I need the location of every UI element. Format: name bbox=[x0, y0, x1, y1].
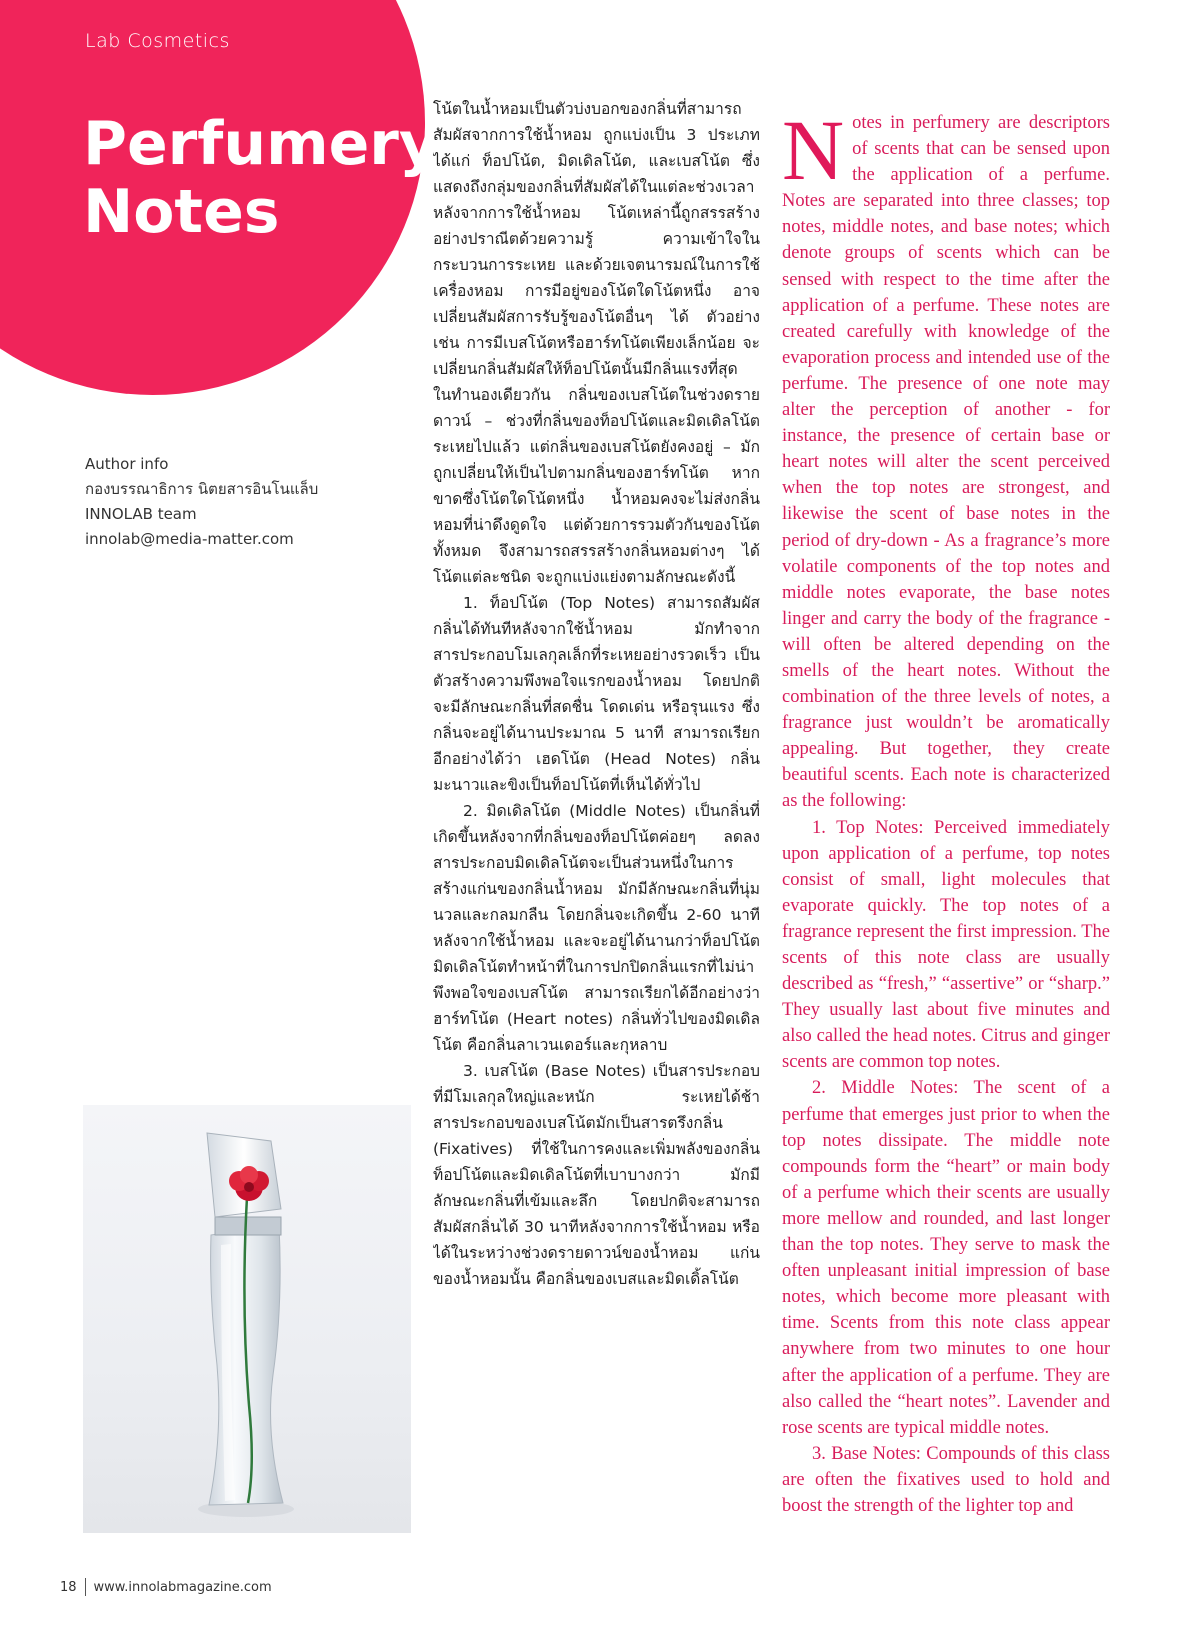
author-info bbox=[85, 452, 318, 552]
perfume-bottle-illustration bbox=[83, 1105, 411, 1533]
english-base-notes-paragraph: 3. Base Notes: Compounds of this class are often the fixatives used to hold and boost the strength of the lighter top and bbox=[782, 1443, 1110, 1516]
footer-url[interactable]: www.innolabmagazine.com bbox=[93, 1579, 272, 1595]
thai-middle-notes-paragraph: 2. มิดเดิลโน้ต (Middle Notes) เป็นกลิ่นที่เกิดขึ้นหลังจากที่กลิ่นของท็อปโน้ตค่อยๆ ลดลง สารประกอบมิดเดิลโน้ตจะเป็นส่วนหนึ่งในการสร้างแก่นของกลิ่นน้ำหอม มักมีลักษณะกลิ่นที่นุ่มนวลและกลมกลืน โดยกลิ่นจะเกิดขึ้น 2-60 นาทีหลังจากใช้น้ำหอม และจะอยู่ได้นานกว่าท็อปโน้ต มิดเดิลโน้ตทำหน้าที่ในการปกปิดกลิ่นแรกที่ไม่น่าพึงพอใจของเบสโน้ต สามารถเรียกได้อีกอย่างว่า ฮาร์ทโน้ต (Heart notes) กลิ่นทั่วไปของมิดเดิลโน้ต คือกลิ่นลาเวนเดอร์และกุหลาบ bbox=[433, 802, 760, 1054]
english-text-column bbox=[782, 110, 1110, 1520]
title-line-1: Perfumery bbox=[83, 109, 438, 179]
article-title bbox=[83, 110, 438, 246]
english-top-notes-paragraph: 1. Top Notes: Perceived immediately upon application of a perfume, top notes consist of small, light molecules that evaporate quickly. The top notes of a fragrance represent the first impression. The scents of this note class are usually described as “fresh,” “assertive” or “sharp.” They usually last about five minutes and also called the head notes. Citrus and ginger scents are common top notes. bbox=[782, 817, 1110, 1073]
section-label: Lab Cosmetics bbox=[85, 30, 230, 52]
author-line-team: INNOLAB team bbox=[85, 505, 197, 523]
thai-text-column bbox=[433, 96, 760, 1536]
author-line-editorial: กองบรรณาธิการ นิตยสารอินโนแล็บ bbox=[85, 480, 319, 498]
perfume-bottle-photo bbox=[83, 1105, 411, 1533]
thai-intro-paragraph: โน้ตในน้ำหอมเป็นตัวบ่งบอกของกลิ่นที่สามารถสัมผัสจากการใช้น้ำหอม ถูกแบ่งเป็น 3 ประเภท ได้แก่ ท็อปโน้ต, มิดเดิลโน้ต, และเบสโน้ต ซึ่งแสดงถึงกลุ่มของกลิ่นที่สัมผัสได้ในแต่ละช่วงเวลาหลังจากการใช้น้ำหอม โน้ตเหล่านี้ถูกสรรสร้างอย่างปราณีตด้วยความรู้ ความเข้าใจในกระบวนการระเหย และด้วยเจตนารมณ์ในการใช้เครื่องหอม การมีอยู่ของโน้ตใดโน้ตหนึ่ง อาจเปลี่ยนสัมผัสการรับรู้ของโน้ตอื่นๆ ได้ ตัวอย่างเช่น การมีเบสโน้ตหรือฮาร์ทโน้ตเพียงเล็กน้อย จะเปลี่ยนกลิ่นสัมผัสให้ท็อปโน้ตนั้นมีกลิ่นแรงที่สุด ในทำนองเดียวกัน กลิ่นของเบสโน้ตในช่วงดรายดาวน์ – ช่วงที่กลิ่นของท็อปโน้ตและมิดเดิลโน้ตระเหยไปแล้ว แต่กลิ่นของเบสโน้ตยังคงอยู่ – มักถูกเปลี่ยนให้เป็นไปตามกลิ่นของฮาร์ทโน้ต หากขาดซึ่งโน้ตใดโน้ตหนึ่ง น้ำหอมคงจะไม่ส่งกลิ่นหอมที่น่าดึงดูดใจ แต่ด้วยการรวมตัวกันของโน้ตทั้งหมด จึงสามารถสรรสร้างกลิ่นหอมต่างๆ ได้ โน้ตแต่ละชนิด จะถูกแบ่งแย่งตามลักษณะดังนี้ bbox=[433, 100, 760, 586]
thai-base-notes-paragraph: 3. เบสโน้ต (Base Notes) เป็นสารประกอบที่มีโมเลกุลใหญ่และหนัก ระเหยได้ช้า สารประกอบของเบสโน้ตมักเป็นสารตรึงกลิ่น (Fixatives) ที่ใช้ในการคงและเพิ่มพลังของกลิ่นท็อปโน้ตและมิดเดิลโน้ตที่เบาบางกว่า มักมีลักษณะกลิ่นที่เข้มและลึก โดยปกติจะสามารถสัมผัสกลิ่นได้ 30 นาทีหลังจากการใช้น้ำหอม หรือได้ในระหว่างช่วงดรายดาวน์ของน้ำหอม แก่นของน้ำหอมนั้น คือกลิ่นของเบสและมิดเดิ้ลโน้ต bbox=[433, 1062, 760, 1288]
title-line-2: Notes bbox=[83, 177, 280, 247]
footer-divider bbox=[85, 1578, 86, 1596]
drop-cap: N bbox=[782, 110, 845, 198]
author-heading: Author info bbox=[85, 455, 169, 473]
english-intro-text: otes in perfumery are descriptors of scents that can be sensed upon the application of a perfume. Notes are separated into three classes; top notes, middle notes, and base notes; which denote groups of scents which can be sensed with respect to the time after the application of a perfume. These notes are created carefully with knowledge of the evaporation process and intended use of the perfume. The presence of one note may alter the perception of another - for instance, the presence of certain base or heart notes will alter the scent perceived when the top notes are strongest, and likewise the scent of base notes in the period of dry-down - As a fragrance’s more volatile components of the top notes and middle notes evaporate, the base notes linger and carry the body of the fragrance - will often be altered depending on the smells of the heart notes. Without the combination of the three levels of notes, a fragrance just wouldn’t be aromatically appealing. But together, they create beautiful scents. Each note is characterized as the following: bbox=[782, 113, 1110, 812]
english-intro-paragraph bbox=[782, 110, 1110, 815]
thai-top-notes-paragraph: 1. ท็อปโน้ต (Top Notes) สามารถสัมผัสกลิ่นได้ทันทีหลังจากใช้น้ำหอม มักทำจากสารประกอบโมเลกุลเล็กที่ระเหยอย่างรวดเร็ว เป็นตัวสร้างความพึงพอใจแรกของน้ำหอม โดยปกติจะมีลักษณะกลิ่นที่สดชื่น โดดเด่น หรือรุนแรง ซึ่งกลิ่นจะอยู่ได้นานประมาณ 5 นาที สามารถเรียกอีกอย่างได้ว่า เฮดโน้ต (Head Notes) กลิ่นมะนาวและขิงเป็นท็อปโน้ตที่เห็นได้ทั่วไป bbox=[433, 594, 760, 794]
page-number: 18 bbox=[60, 1579, 77, 1595]
author-email[interactable]: innolab@media-matter.com bbox=[85, 530, 294, 548]
english-middle-notes-paragraph: 2. Middle Notes: The scent of a perfume that emerges just prior to when the top notes dissipate. The middle note compounds form the “heart” or main body of a perfume which their scents are usually more mellow and rounded, and last longer than the top notes. They serve to mask the often unpleasant initial impression of base notes, which become more pleasant with time. Scents from this note class appear anywhere from two minutes to one hour after the application of a perfume. They are also called the “heart notes”. Lavender and rose scents are typical middle notes. bbox=[782, 1078, 1110, 1438]
page-footer bbox=[60, 1578, 272, 1596]
